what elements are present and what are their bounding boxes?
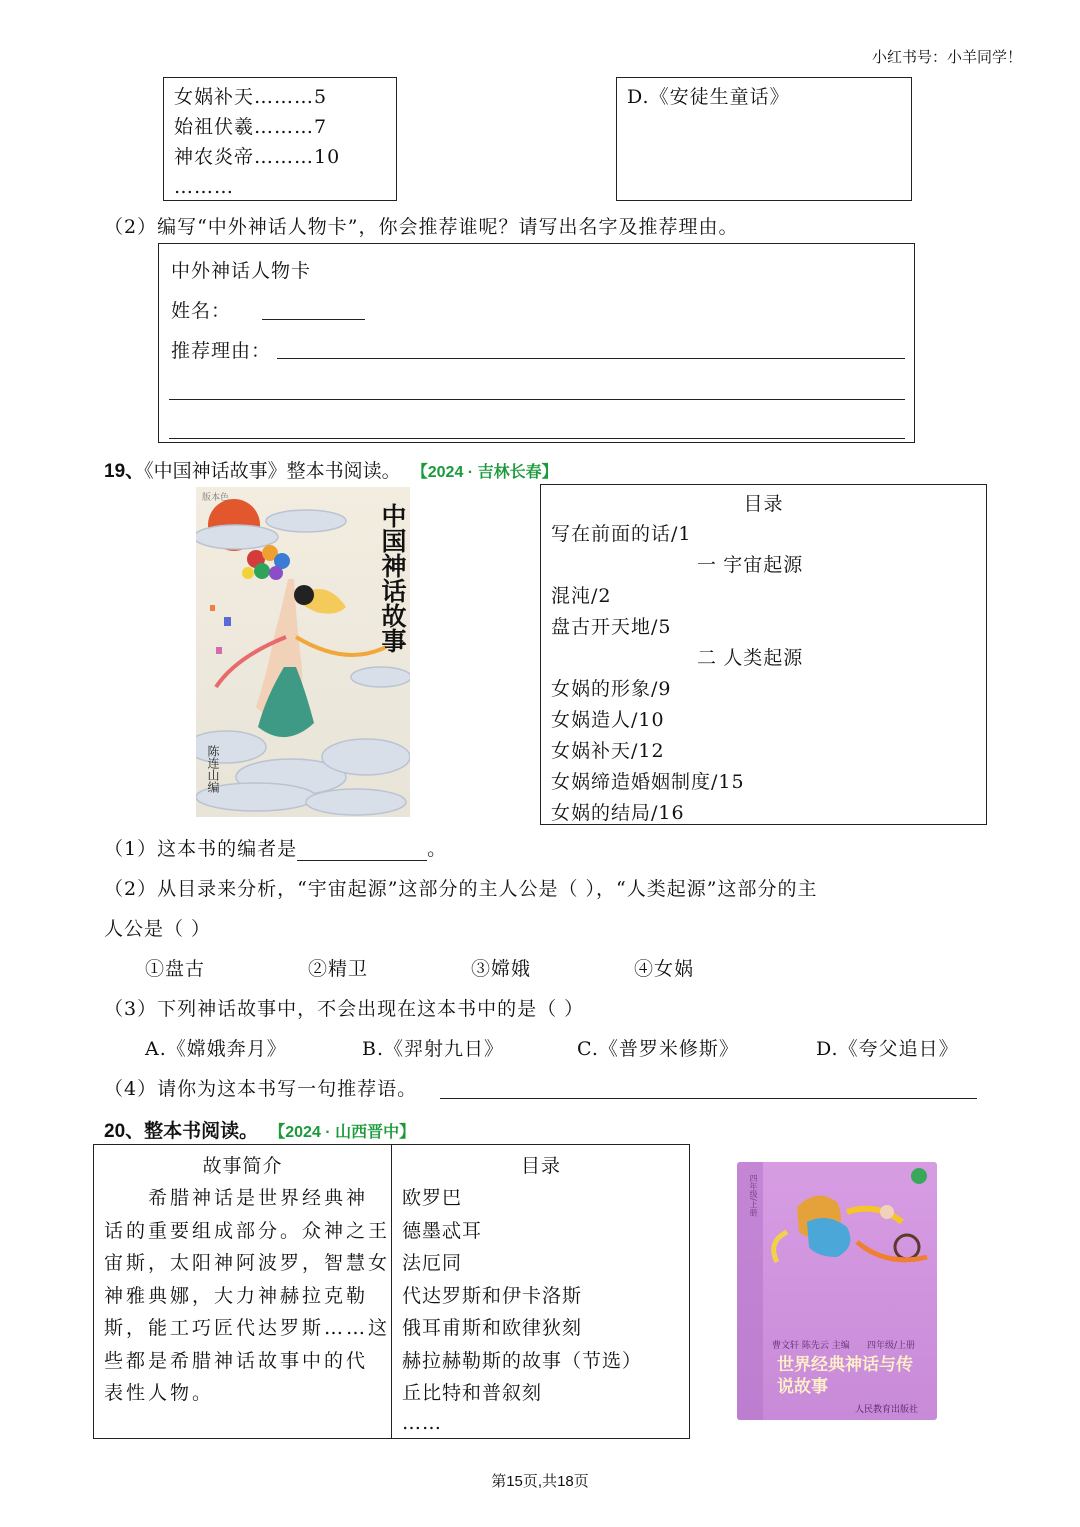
q20-toc-item: 法厄同 (402, 1252, 463, 1274)
q19-sub3-option: B.《羿射九日》 (362, 1038, 505, 1060)
cover-editors: 曹文轩 陈先云 主编 (772, 1341, 850, 1351)
toc-section: 二 人类起源 (697, 648, 804, 669)
q19-sub4: （4）请你为这本书写一句推荐语。 (104, 1078, 418, 1100)
q19-book-cover (196, 487, 410, 817)
intro-line: 斯，能工巧匠代达罗斯……这 (104, 1317, 391, 1339)
reason-answer-line[interactable] (277, 358, 905, 359)
cover-grade: 四年级/上册 (867, 1341, 916, 1351)
toc-item: 女娲缔造婚姻制度/15 (551, 771, 745, 793)
intro-line: 神雅典娜，大力神赫拉克勒 (104, 1284, 369, 1307)
toc-item: 女娲的结局/16 (551, 802, 685, 824)
q20-number: 20、 (104, 1121, 145, 1142)
toc-item: 盘古开天地/5 (551, 616, 672, 638)
q19-sub3: （3）下列神话故事中，不会出现在这本书中的是（ ） (104, 998, 585, 1020)
contents-line: ……… (174, 176, 234, 198)
toc-item: 女娲的形象/9 (551, 678, 672, 700)
toc-section: 一 宇宙起源 (697, 555, 804, 576)
q20-toc-list (402, 1182, 686, 1436)
character-card (158, 243, 915, 443)
q20-toc-item: 赫拉赫勒斯的故事（节选） (402, 1349, 643, 1372)
q19-sub1 (104, 834, 447, 861)
toc-item: 女娲补天/12 (551, 740, 665, 762)
q20-heading (104, 1116, 415, 1143)
name-answer-line[interactable] (262, 319, 365, 320)
cover-corner-mark: 版本色 (202, 493, 230, 503)
q20-toc-item: 丘比特和普叙刻 (402, 1382, 543, 1404)
toc-item: 写在前面的话/1 (551, 523, 692, 545)
leaf-logo-icon (911, 1168, 927, 1184)
q19-sub1-text: （1）这本书的编者是 (104, 838, 298, 860)
contents-excerpt-box (163, 77, 397, 201)
q19-heading (104, 456, 558, 483)
q19-sub3-option: D.《夸父追日》 (816, 1038, 959, 1060)
q20-toc-item: 代达罗斯和伊卡洛斯 (402, 1284, 583, 1307)
intro-line: 话的重要组成部分。众神之王 (104, 1219, 391, 1242)
toc-item: 混沌/2 (551, 585, 612, 607)
q19-tag: 【2024 · 吉林长春】 (411, 464, 558, 481)
q19-sub2-option: ②精卫 (308, 958, 369, 980)
card-title: 中外神话人物卡 (171, 260, 312, 282)
q20-book-cover (737, 1162, 937, 1420)
q20-table (93, 1144, 690, 1439)
q20-toc-item: …… (402, 1411, 442, 1434)
q19-sub3-option: A.《嫦娥奔月》 (145, 1038, 287, 1060)
cover-title: 中国神话故事 (378, 503, 407, 653)
q20-title: 整本书阅读。 (144, 1121, 259, 1142)
recommendation-answer-line[interactable] (440, 1098, 977, 1099)
q20-toc-item: 欧罗巴 (402, 1187, 463, 1209)
q19-sub1-end: 。 (427, 838, 448, 860)
table-header-toc: 目录 (520, 1155, 561, 1177)
table-divider (391, 1145, 392, 1438)
contents-line: 神农炎帝………10 (174, 146, 341, 168)
q19-toc-box (540, 484, 987, 825)
q19-sub2-option: ④女娲 (634, 958, 695, 980)
option-d-text: D.《安徒生童话》 (627, 86, 790, 108)
intro-line: 表性人物。 (104, 1382, 215, 1404)
cover-publisher: 人民教育出版社 (855, 1405, 919, 1415)
reason-label: 推荐理由： (171, 340, 272, 362)
intro-line: 宙斯，太阳神阿波罗，智慧女 (104, 1252, 391, 1274)
intro-line: 希腊神话是世界经典神 (148, 1187, 369, 1209)
contents-line: 女娲补天………5 (174, 86, 328, 108)
intro-line: 些都是希腊神话故事中的代 (104, 1349, 369, 1372)
q20-toc-item: 德墨忒耳 (402, 1219, 483, 1242)
q18-2-prompt: （2）编写“中外神话人物卡”，你会推荐谁呢？请写出名字及推荐理由。 (104, 216, 739, 238)
q20-tag: 【2024 · 山西晋中】 (269, 1124, 416, 1141)
toc-heading: 目录 (743, 494, 784, 515)
header-account: 小红书号：小羊同学！ (871, 49, 1022, 66)
q19-sub2-option: ③嫦娥 (471, 958, 532, 980)
reason-answer-line[interactable] (169, 438, 905, 439)
q19-sub3-option: C.《普罗米修斯》 (577, 1038, 739, 1060)
page-number: 第15页,共18页 (491, 1473, 589, 1490)
q19-sub2-line2: 人公是（ ） (104, 918, 212, 940)
cover-title: 世界经典神话与传说故事 (777, 1355, 913, 1397)
contents-line: 始祖伏羲………7 (174, 116, 328, 138)
option-d-box (616, 77, 912, 201)
q19-title: 《中国神话故事》整本书阅读。 (144, 461, 401, 482)
q19-sub2-option: ①盘古 (145, 958, 206, 980)
intro-text (104, 1182, 391, 1410)
toc-item: 女娲造人/10 (551, 709, 665, 731)
cover-spine-text: 四年级/上册 (749, 1174, 758, 1217)
reason-answer-line[interactable] (169, 399, 905, 400)
cover-author: 陈连山编 (206, 745, 220, 793)
table-header-intro: 故事简介 (202, 1155, 283, 1177)
editor-answer-line[interactable] (297, 836, 427, 861)
name-label: 姓名： (171, 300, 232, 322)
q19-sub2-line1: （2）从目录来分析，“宇宙起源”这部分的主人公是（ ），“人类起源”这部分的主 (104, 878, 818, 900)
q20-toc-item: 俄耳甫斯和欧律狄刻 (402, 1317, 583, 1339)
q19-number: 19、 (104, 461, 145, 482)
